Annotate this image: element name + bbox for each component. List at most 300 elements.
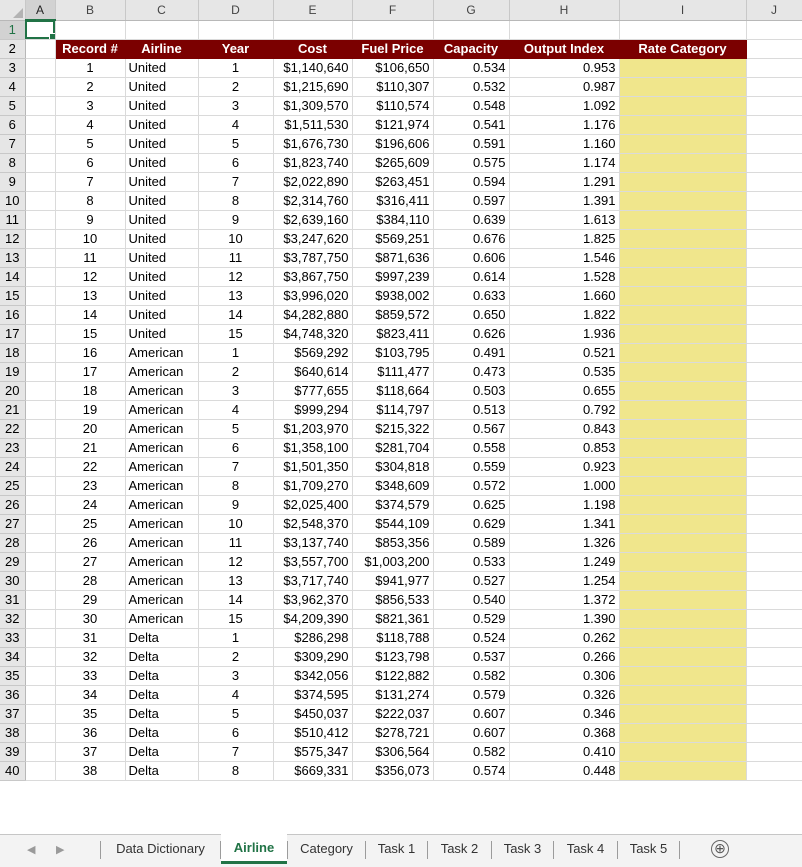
fuel-price-cell[interactable]: $265,609 [352, 153, 433, 172]
cell[interactable] [25, 685, 55, 704]
cell[interactable] [25, 400, 55, 419]
fuel-price-cell[interactable]: $348,609 [352, 476, 433, 495]
year-cell[interactable]: 1 [198, 628, 273, 647]
cost-cell[interactable]: $309,290 [273, 647, 352, 666]
column-header-f[interactable]: F [352, 0, 433, 20]
capacity-cell[interactable]: 0.594 [433, 172, 509, 191]
record-cell[interactable]: 2 [55, 77, 125, 96]
cell[interactable] [746, 723, 802, 742]
cost-cell[interactable]: $669,331 [273, 761, 352, 780]
cell[interactable] [25, 419, 55, 438]
record-cell[interactable]: 14 [55, 305, 125, 324]
row-header[interactable]: 25 [0, 476, 25, 495]
record-cell[interactable]: 15 [55, 324, 125, 343]
record-cell[interactable]: 38 [55, 761, 125, 780]
cell[interactable] [746, 400, 802, 419]
cost-cell[interactable]: $4,748,320 [273, 324, 352, 343]
cell[interactable] [25, 286, 55, 305]
record-cell[interactable]: 3 [55, 96, 125, 115]
rate-category-cell[interactable] [619, 476, 746, 495]
capacity-cell[interactable]: 0.558 [433, 438, 509, 457]
cell[interactable] [746, 761, 802, 780]
year-cell[interactable]: 6 [198, 438, 273, 457]
row-header[interactable]: 36 [0, 685, 25, 704]
capacity-cell[interactable]: 0.524 [433, 628, 509, 647]
cost-cell[interactable]: $3,867,750 [273, 267, 352, 286]
cost-cell[interactable]: $374,595 [273, 685, 352, 704]
record-cell[interactable]: 20 [55, 419, 125, 438]
sheet-tab-task-2[interactable]: Task 2 [440, 841, 479, 856]
cost-cell[interactable]: $1,309,570 [273, 96, 352, 115]
capacity-cell[interactable]: 0.513 [433, 400, 509, 419]
output-index-cell[interactable]: 0.448 [509, 761, 619, 780]
airline-cell[interactable]: American [125, 438, 198, 457]
year-cell[interactable]: 2 [198, 77, 273, 96]
cell[interactable] [25, 761, 55, 780]
cost-cell[interactable]: $777,655 [273, 381, 352, 400]
cell[interactable] [746, 628, 802, 647]
airline-cell[interactable]: Delta [125, 761, 198, 780]
rate-category-cell[interactable] [619, 685, 746, 704]
cell[interactable] [746, 153, 802, 172]
fuel-price-cell[interactable]: $114,797 [352, 400, 433, 419]
cost-cell[interactable]: $3,137,740 [273, 533, 352, 552]
output-index-cell[interactable]: 1.613 [509, 210, 619, 229]
record-cell[interactable]: 5 [55, 134, 125, 153]
capacity-cell[interactable]: 0.572 [433, 476, 509, 495]
output-index-cell[interactable]: 0.266 [509, 647, 619, 666]
cell[interactable] [25, 324, 55, 343]
cell[interactable] [746, 666, 802, 685]
record-cell[interactable]: 32 [55, 647, 125, 666]
cost-cell[interactable]: $569,292 [273, 343, 352, 362]
output-index-cell[interactable]: 1.341 [509, 514, 619, 533]
cell[interactable] [55, 20, 125, 39]
row-header[interactable]: 40 [0, 761, 25, 780]
fuel-price-cell[interactable]: $941,977 [352, 571, 433, 590]
cost-cell[interactable]: $1,511,530 [273, 115, 352, 134]
year-cell[interactable]: 3 [198, 96, 273, 115]
airline-cell[interactable]: United [125, 96, 198, 115]
cell[interactable] [746, 134, 802, 153]
rate-category-cell[interactable] [619, 58, 746, 77]
fuel-price-cell[interactable]: $110,574 [352, 96, 433, 115]
cell[interactable] [25, 191, 55, 210]
row-header[interactable]: 18 [0, 343, 25, 362]
cell[interactable] [25, 533, 55, 552]
airline-cell[interactable]: American [125, 514, 198, 533]
fuel-price-cell[interactable]: $306,564 [352, 742, 433, 761]
airline-cell[interactable]: United [125, 191, 198, 210]
year-cell[interactable]: 7 [198, 742, 273, 761]
airline-cell[interactable]: Delta [125, 704, 198, 723]
cell[interactable] [25, 210, 55, 229]
year-cell[interactable]: 10 [198, 229, 273, 248]
capacity-cell[interactable]: 0.534 [433, 58, 509, 77]
fuel-price-cell[interactable]: $263,451 [352, 172, 433, 191]
capacity-cell[interactable]: 0.607 [433, 723, 509, 742]
airline-cell[interactable]: American [125, 476, 198, 495]
column-header-d[interactable]: D [198, 0, 273, 20]
fuel-price-cell[interactable]: $278,721 [352, 723, 433, 742]
airline-cell[interactable]: United [125, 229, 198, 248]
rate-category-cell[interactable] [619, 134, 746, 153]
cell[interactable] [433, 20, 509, 39]
airline-cell[interactable]: Delta [125, 666, 198, 685]
year-cell[interactable]: 12 [198, 267, 273, 286]
cell[interactable] [746, 77, 802, 96]
output-index-cell[interactable]: 1.176 [509, 115, 619, 134]
fuel-price-cell[interactable]: $122,882 [352, 666, 433, 685]
output-index-cell[interactable]: 1.546 [509, 248, 619, 267]
row-header[interactable]: 10 [0, 191, 25, 210]
fuel-price-cell[interactable]: $281,704 [352, 438, 433, 457]
sheet-tab-task-5[interactable]: Task 5 [629, 841, 668, 856]
output-index-cell[interactable]: 1.372 [509, 590, 619, 609]
fuel-price-cell[interactable]: $123,798 [352, 647, 433, 666]
fuel-price-cell[interactable]: $1,003,200 [352, 552, 433, 571]
fuel-price-cell[interactable]: $316,411 [352, 191, 433, 210]
cell[interactable] [25, 590, 55, 609]
rate-category-cell[interactable] [619, 172, 746, 191]
airline-cell[interactable]: American [125, 590, 198, 609]
capacity-cell[interactable]: 0.533 [433, 552, 509, 571]
cost-cell[interactable]: $286,298 [273, 628, 352, 647]
fill-handle[interactable] [49, 33, 56, 40]
row-header[interactable]: 21 [0, 400, 25, 419]
cell[interactable] [25, 305, 55, 324]
rate-category-cell[interactable] [619, 77, 746, 96]
airline-cell[interactable]: American [125, 419, 198, 438]
record-header[interactable]: Record # [55, 39, 125, 58]
capacity-cell[interactable]: 0.503 [433, 381, 509, 400]
airline-cell[interactable]: American [125, 362, 198, 381]
capacity-cell[interactable]: 0.607 [433, 704, 509, 723]
cost-cell[interactable]: $2,314,760 [273, 191, 352, 210]
capacity-cell[interactable]: 0.614 [433, 267, 509, 286]
output-index-cell[interactable]: 1.936 [509, 324, 619, 343]
cell[interactable] [746, 210, 802, 229]
cell[interactable] [25, 267, 55, 286]
row-header[interactable]: 6 [0, 115, 25, 134]
capacity-cell[interactable]: 0.591 [433, 134, 509, 153]
column-header-h[interactable]: H [509, 0, 619, 20]
record-cell[interactable]: 35 [55, 704, 125, 723]
row-header[interactable]: 15 [0, 286, 25, 305]
cell[interactable] [746, 229, 802, 248]
capacity-cell[interactable]: 0.582 [433, 666, 509, 685]
year-cell[interactable]: 6 [198, 153, 273, 172]
rate-category-cell[interactable] [619, 229, 746, 248]
airline-cell[interactable]: Delta [125, 723, 198, 742]
cost-cell[interactable]: $3,787,750 [273, 248, 352, 267]
output-index-cell[interactable]: 1.660 [509, 286, 619, 305]
airline-cell[interactable]: United [125, 134, 198, 153]
cell[interactable] [25, 438, 55, 457]
fuel-price-cell[interactable]: $997,239 [352, 267, 433, 286]
row-header[interactable]: 16 [0, 305, 25, 324]
cell[interactable] [746, 571, 802, 590]
airline-cell[interactable]: American [125, 533, 198, 552]
record-cell[interactable]: 17 [55, 362, 125, 381]
rate-category-cell[interactable] [619, 628, 746, 647]
row-header[interactable]: 2 [0, 39, 25, 58]
airline-cell[interactable]: United [125, 248, 198, 267]
cell[interactable] [25, 381, 55, 400]
cell[interactable] [746, 172, 802, 191]
row-header[interactable]: 12 [0, 229, 25, 248]
cost-cell[interactable]: $1,358,100 [273, 438, 352, 457]
year-cell[interactable]: 1 [198, 343, 273, 362]
rate-category-cell[interactable] [619, 609, 746, 628]
output-index-cell[interactable]: 1.092 [509, 96, 619, 115]
output-index-cell[interactable]: 0.521 [509, 343, 619, 362]
rate-category-cell[interactable] [619, 248, 746, 267]
rate-category-cell[interactable] [619, 457, 746, 476]
output-index-cell[interactable]: 0.535 [509, 362, 619, 381]
rate-category-cell[interactable] [619, 761, 746, 780]
year-cell[interactable]: 7 [198, 172, 273, 191]
rate-category-cell[interactable] [619, 647, 746, 666]
rate-category-cell[interactable] [619, 514, 746, 533]
airline-cell[interactable]: United [125, 286, 198, 305]
year-cell[interactable]: 5 [198, 134, 273, 153]
cell[interactable] [746, 476, 802, 495]
cost-cell[interactable]: $4,282,880 [273, 305, 352, 324]
fuel-price-cell[interactable]: $103,795 [352, 343, 433, 362]
year-cell[interactable]: 15 [198, 609, 273, 628]
cell[interactable] [746, 514, 802, 533]
output-index-cell[interactable]: 0.306 [509, 666, 619, 685]
add-sheet-icon[interactable]: ⊕ [711, 840, 729, 858]
cell[interactable] [746, 20, 802, 39]
airline-cell[interactable]: United [125, 172, 198, 191]
row-header[interactable]: 9 [0, 172, 25, 191]
airline-header[interactable]: Airline [125, 39, 198, 58]
next-sheet-arrow-icon[interactable]: ▶ [56, 844, 65, 856]
column-header-j[interactable]: J [746, 0, 802, 20]
output-index-cell[interactable]: 1.390 [509, 609, 619, 628]
airline-cell[interactable]: United [125, 115, 198, 134]
rate-category-cell[interactable] [619, 552, 746, 571]
output-index-cell[interactable]: 1.528 [509, 267, 619, 286]
cell[interactable] [25, 628, 55, 647]
cost-cell[interactable]: $450,037 [273, 704, 352, 723]
year-cell[interactable]: 15 [198, 324, 273, 343]
capacity-cell[interactable]: 0.575 [433, 153, 509, 172]
row-header[interactable]: 39 [0, 742, 25, 761]
rate-category-cell[interactable] [619, 153, 746, 172]
airline-cell[interactable]: American [125, 381, 198, 400]
year-cell[interactable]: 3 [198, 381, 273, 400]
cost-cell[interactable]: $3,717,740 [273, 571, 352, 590]
cell[interactable] [746, 704, 802, 723]
fuel-price-cell[interactable]: $304,818 [352, 457, 433, 476]
capacity-cell[interactable]: 0.491 [433, 343, 509, 362]
rate-category-cell[interactable] [619, 305, 746, 324]
record-cell[interactable]: 7 [55, 172, 125, 191]
output-index-cell[interactable]: 0.368 [509, 723, 619, 742]
capacity-cell[interactable]: 0.625 [433, 495, 509, 514]
row-header[interactable]: 32 [0, 609, 25, 628]
cell[interactable] [25, 362, 55, 381]
cell[interactable] [25, 666, 55, 685]
row-header[interactable]: 11 [0, 210, 25, 229]
cell[interactable] [746, 533, 802, 552]
rate-category-cell[interactable] [619, 666, 746, 685]
fuel-price-cell[interactable]: $110,307 [352, 77, 433, 96]
rate-category-cell[interactable] [619, 343, 746, 362]
select-all-triangle-icon[interactable] [13, 8, 23, 18]
cell[interactable] [25, 115, 55, 134]
cell[interactable] [746, 685, 802, 704]
output-index-cell[interactable]: 0.987 [509, 77, 619, 96]
cost-cell[interactable]: $1,215,690 [273, 77, 352, 96]
airline-cell[interactable]: Delta [125, 742, 198, 761]
row-header[interactable]: 28 [0, 533, 25, 552]
fuel-price-cell[interactable]: $871,636 [352, 248, 433, 267]
cell[interactable] [746, 495, 802, 514]
record-cell[interactable]: 13 [55, 286, 125, 305]
capacity-cell[interactable]: 0.529 [433, 609, 509, 628]
airline-cell[interactable]: United [125, 210, 198, 229]
capacity-cell[interactable]: 0.629 [433, 514, 509, 533]
cost-cell[interactable]: $510,412 [273, 723, 352, 742]
cell[interactable] [746, 457, 802, 476]
row-header[interactable]: 37 [0, 704, 25, 723]
rate-category-cell[interactable] [619, 267, 746, 286]
row-header[interactable]: 3 [0, 58, 25, 77]
year-cell[interactable]: 10 [198, 514, 273, 533]
year-cell[interactable]: 13 [198, 286, 273, 305]
fuel-price-cell[interactable]: $856,533 [352, 590, 433, 609]
rate-category-cell[interactable] [619, 495, 746, 514]
capacity-cell[interactable]: 0.473 [433, 362, 509, 381]
row-header[interactable]: 1 [0, 20, 25, 39]
row-header[interactable]: 19 [0, 362, 25, 381]
cost-cell[interactable]: $1,203,970 [273, 419, 352, 438]
year-cell[interactable]: 8 [198, 191, 273, 210]
year-cell[interactable]: 4 [198, 400, 273, 419]
rate-category-cell[interactable] [619, 210, 746, 229]
output-index-cell[interactable]: 1.391 [509, 191, 619, 210]
record-cell[interactable]: 19 [55, 400, 125, 419]
cell[interactable] [746, 381, 802, 400]
record-cell[interactable]: 25 [55, 514, 125, 533]
record-cell[interactable]: 10 [55, 229, 125, 248]
record-cell[interactable]: 37 [55, 742, 125, 761]
cost-cell[interactable]: $3,247,620 [273, 229, 352, 248]
airline-cell[interactable]: United [125, 324, 198, 343]
cell[interactable] [746, 305, 802, 324]
rate-category-cell[interactable] [619, 590, 746, 609]
output-index-cell[interactable]: 1.198 [509, 495, 619, 514]
row-header[interactable]: 34 [0, 647, 25, 666]
record-cell[interactable]: 28 [55, 571, 125, 590]
airline-cell[interactable]: American [125, 457, 198, 476]
record-cell[interactable]: 31 [55, 628, 125, 647]
fuel-price-cell[interactable]: $222,037 [352, 704, 433, 723]
cost-cell[interactable]: $4,209,390 [273, 609, 352, 628]
cost-cell[interactable]: $3,962,370 [273, 590, 352, 609]
airline-cell[interactable]: American [125, 495, 198, 514]
cell[interactable] [746, 191, 802, 210]
capacity-cell[interactable]: 0.639 [433, 210, 509, 229]
rate-category-cell[interactable] [619, 704, 746, 723]
record-cell[interactable]: 26 [55, 533, 125, 552]
cell[interactable] [25, 476, 55, 495]
cell[interactable] [746, 419, 802, 438]
capacity-cell[interactable]: 0.537 [433, 647, 509, 666]
rate-category-cell[interactable] [619, 571, 746, 590]
airline-cell[interactable]: Delta [125, 647, 198, 666]
fuel-price-cell[interactable]: $384,110 [352, 210, 433, 229]
row-header[interactable]: 4 [0, 77, 25, 96]
record-cell[interactable]: 11 [55, 248, 125, 267]
airline-cell[interactable]: United [125, 305, 198, 324]
rate-category-cell[interactable] [619, 324, 746, 343]
output-index-header[interactable]: Output Index [509, 39, 619, 58]
cell[interactable] [746, 609, 802, 628]
fuel-price-cell[interactable]: $374,579 [352, 495, 433, 514]
capacity-cell[interactable]: 0.579 [433, 685, 509, 704]
record-cell[interactable]: 30 [55, 609, 125, 628]
year-cell[interactable]: 13 [198, 571, 273, 590]
record-cell[interactable]: 1 [55, 58, 125, 77]
year-cell[interactable]: 7 [198, 457, 273, 476]
cell[interactable] [25, 495, 55, 514]
cell[interactable] [25, 153, 55, 172]
cell[interactable] [746, 286, 802, 305]
cell[interactable] [25, 647, 55, 666]
row-header[interactable]: 22 [0, 419, 25, 438]
row-header[interactable]: 14 [0, 267, 25, 286]
cell[interactable] [25, 58, 55, 77]
cell[interactable] [509, 20, 619, 39]
output-index-cell[interactable]: 1.326 [509, 533, 619, 552]
capacity-cell[interactable]: 0.527 [433, 571, 509, 590]
cell[interactable] [619, 20, 746, 39]
cell[interactable] [746, 248, 802, 267]
cell[interactable] [273, 20, 352, 39]
year-header[interactable]: Year [198, 39, 273, 58]
fuel-price-cell[interactable]: $938,002 [352, 286, 433, 305]
rate-category-cell[interactable] [619, 362, 746, 381]
row-header[interactable]: 7 [0, 134, 25, 153]
row-header[interactable]: 17 [0, 324, 25, 343]
row-header[interactable]: 13 [0, 248, 25, 267]
output-index-cell[interactable]: 0.953 [509, 58, 619, 77]
cell[interactable] [198, 20, 273, 39]
cell[interactable] [125, 20, 198, 39]
fuel-price-cell[interactable]: $196,606 [352, 134, 433, 153]
year-cell[interactable]: 1 [198, 58, 273, 77]
fuel-price-cell[interactable]: $118,664 [352, 381, 433, 400]
capacity-cell[interactable]: 0.567 [433, 419, 509, 438]
sheet-tab-airline[interactable]: Airline [221, 834, 287, 864]
capacity-cell[interactable]: 0.582 [433, 742, 509, 761]
record-cell[interactable]: 24 [55, 495, 125, 514]
row-header[interactable]: 27 [0, 514, 25, 533]
cell[interactable] [25, 514, 55, 533]
capacity-cell[interactable]: 0.574 [433, 761, 509, 780]
output-index-cell[interactable]: 1.174 [509, 153, 619, 172]
row-header[interactable]: 29 [0, 552, 25, 571]
year-cell[interactable]: 6 [198, 723, 273, 742]
rate-category-cell[interactable] [619, 381, 746, 400]
airline-cell[interactable]: American [125, 552, 198, 571]
column-header-c[interactable]: C [125, 0, 198, 20]
